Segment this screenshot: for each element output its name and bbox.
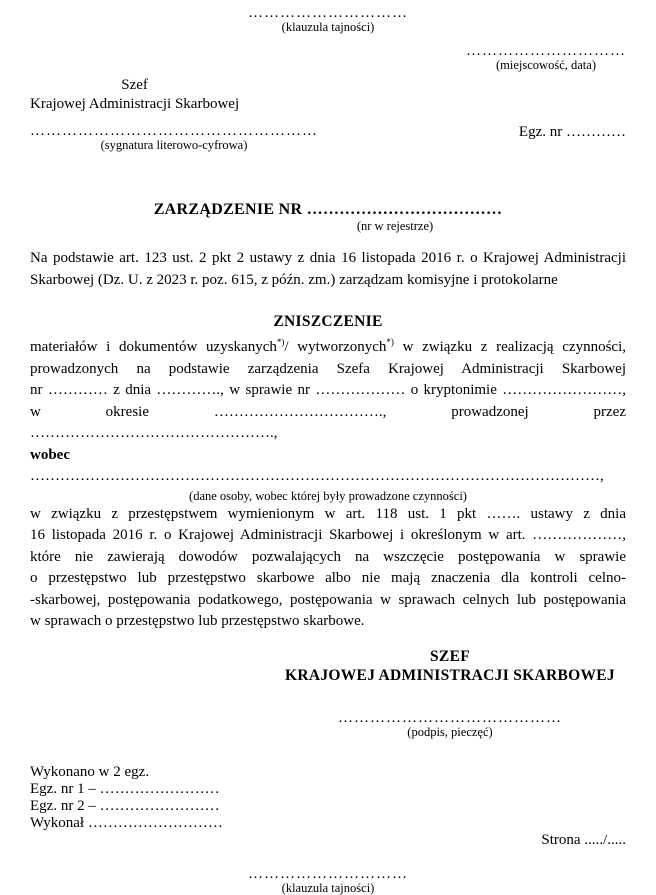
place-date-label: (miejscowość, data) bbox=[496, 58, 596, 72]
issuer-title: Szef bbox=[121, 77, 148, 93]
legal-basis-line-1: Na podstawie art. 123 ust. 2 pkt 2 ustawy z dnia 16 listopada 2016 r. o Krajowej Administracji bbox=[30, 250, 626, 266]
body-line-7: 16 listopada 2016 r. o Krajowej Administracji Skarbowej i określonym w art. ………………, bbox=[30, 527, 626, 543]
top-classification-label: (klauzula tajności) bbox=[281, 20, 375, 34]
bottom-classification-dotted-line: ………………………… bbox=[248, 865, 408, 882]
legal-basis-paragraph bbox=[30, 248, 626, 291]
top-classification-dotted-line: ………………………… bbox=[248, 5, 408, 21]
body-line-8: które nie zawierają dowodów pozwalających na wszczęcie postępowania w sprawie bbox=[30, 548, 626, 565]
body-line-2: prowadzonych na podstawie zarządzenia Szefa Krajowej Administracji Skarbowej bbox=[30, 360, 626, 377]
distribution-block bbox=[30, 764, 626, 832]
body-line-4: w okresie ……………………………., prowadzonej przez …………………………………………., bbox=[30, 403, 626, 441]
body-line-6: w związku z przestępstwem wymienionym w art. 118 ust. 1 pkt ……. ustawy z dnia bbox=[30, 505, 626, 522]
person-data-caption: (dane osoby, wobec której były prowadzone czynności) bbox=[189, 488, 467, 503]
signing-area bbox=[274, 711, 626, 739]
issuer-block bbox=[30, 76, 239, 114]
place-date-dotted-line: ………………………… bbox=[466, 43, 626, 59]
body-line-1-seg-a: materiałów i dokumentów uzyskanych bbox=[30, 339, 277, 355]
footnote-marker: *) bbox=[386, 337, 394, 347]
top-classification-block bbox=[30, 6, 626, 34]
body-line-1-seg-b: / wytworzonych bbox=[284, 339, 387, 355]
signature-dotted-line: …………………………………… bbox=[338, 709, 562, 726]
body-line-10: -skarbowej, postępowania podatkowego, postępowania w sprawach celnych lub postępowania bbox=[30, 591, 626, 608]
copy-number: Egz. nr ………… bbox=[518, 124, 626, 140]
reference-label: (sygnatura literowo-cyfrowa) bbox=[100, 138, 248, 152]
wobec-blank-field: ……………………………………………………………………………………………………, bbox=[30, 468, 604, 484]
place-date-inner bbox=[466, 44, 626, 72]
signatory-organization: KRAJOWEJ ADMINISTRACJI SKARBOWEJ bbox=[285, 666, 615, 684]
title-block bbox=[30, 200, 626, 233]
signature-label: (podpis, pieczęć) bbox=[407, 724, 493, 739]
body-paragraph bbox=[30, 337, 626, 633]
destruction-heading: ZNISZCZENIE bbox=[273, 313, 383, 330]
body-line-9: o przestępstwo lub przestępstwo skarbowe albo nie mają znaczenia dla kontroli celno- bbox=[30, 570, 626, 586]
body-line-1 bbox=[30, 337, 626, 359]
body-line-3: nr ………… z dnia …………., w sprawie nr ……………… o kryptonimie ……………………, bbox=[30, 382, 626, 398]
distribution-line-2: Egz. nr 1 – …………………… bbox=[30, 780, 220, 797]
page-number: Strona ...../..... bbox=[541, 831, 626, 848]
distribution-line-4: Wykonał ……………………… bbox=[30, 814, 223, 831]
body-line-1-seg-c: w związku z realizacją czynności, bbox=[393, 339, 627, 355]
document-title: ZARZĄDZENIE NR ……………………………… bbox=[153, 201, 503, 218]
reference-row bbox=[30, 124, 626, 152]
distribution-line-3: Egz. nr 2 – …………………… bbox=[30, 797, 220, 814]
wobec-keyword: wobec bbox=[30, 446, 70, 463]
bottom-classification-label: (klauzula tajności) bbox=[281, 880, 375, 895]
reference-block bbox=[30, 124, 318, 152]
place-date-block bbox=[30, 44, 626, 74]
footnote-marker: *) bbox=[276, 337, 285, 347]
legal-basis-line-2: Skarbowej (Dz. U. z 2023 r. poz. 615, z późn. zm.) zarządzam komisyjne i protokolarne bbox=[30, 271, 558, 288]
signatory-block bbox=[274, 647, 626, 685]
register-number-label: (nr w rejestrze) bbox=[356, 219, 434, 233]
body-line-5 bbox=[30, 445, 626, 488]
bottom-classification-block bbox=[30, 867, 626, 895]
distribution-line-1: Wykonano w 2 egz. bbox=[30, 763, 150, 780]
body-line-11: w sprawach o przestępstwo lub przestępstwo skarbowe. bbox=[30, 613, 365, 629]
issuer-organization: Krajowej Administracji Skarbowej bbox=[30, 96, 240, 112]
signatory-title: SZEF bbox=[430, 647, 470, 665]
reference-dotted-line: ……………………………………………… bbox=[30, 123, 318, 139]
